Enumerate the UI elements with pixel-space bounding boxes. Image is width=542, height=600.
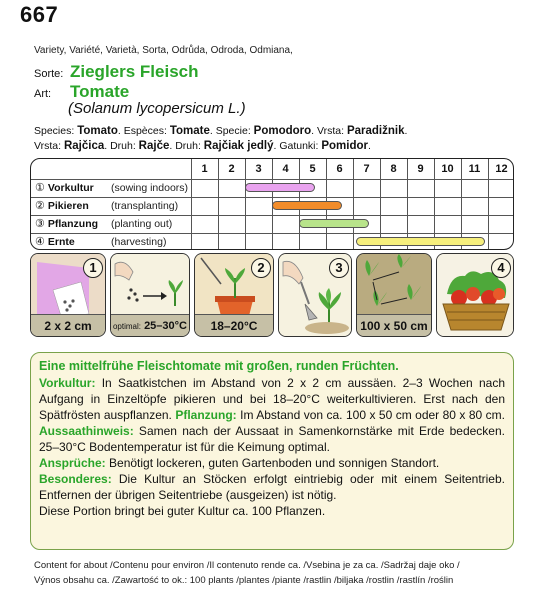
description-paragraph-3: Besonderes: Die Kultur an Stöcken erfolgt eintriebig oder mit einem Seitentrieb. Entfernen der übrigen Seitentriebe (ausgeizen) ist nötig. [39,472,505,502]
step-marker: ③ [35,218,45,230]
description-box [30,352,514,550]
calendar-row-label [35,233,167,250]
calendar-row-label [35,215,173,233]
month-label: 1 [201,163,208,175]
variety-name: Zieglers Fleisch [70,62,199,81]
calendar-row [31,197,514,215]
species-line-1: Species: Tomato. Espèces: Tomate. Specie: Pomodoro. Vrsta: Paradižnik. [34,125,408,137]
step-number-2: 2 [251,258,271,278]
plant-spacing-icon [357,254,432,316]
month-label: 10 [441,163,454,175]
sorte-row [34,62,199,84]
calendar-row [31,215,514,233]
activity-translation: (harvesting) [111,236,167,248]
step-number-1: 1 [83,258,103,278]
calendar-bar [272,201,342,210]
picto-germination [110,253,190,337]
picto-caption-plant-spacing: 100 x 50 cm [357,314,431,336]
calendar-bar [356,237,486,246]
product-code: 667 [20,2,59,27]
germination-icon [111,254,190,316]
calendar-row [31,179,514,197]
month-label: 11 [468,163,481,175]
picto-pricking [194,253,274,337]
month-label: 9 [417,163,424,175]
picto-caption-spacing: 2 x 2 cm [31,314,105,336]
picto-planting [278,253,352,337]
picto-harvest [436,253,514,337]
month-label: 3 [255,163,262,175]
step-number-3: 3 [329,258,349,278]
month-label: 12 [495,163,508,175]
variety-line: Variety, Variété, Varietà, Sorta, Odrůda, Odroda, Odmiana, [34,45,293,56]
art-label: Art: [34,88,52,100]
calendar-row-label [35,197,179,215]
description-paragraph-1: Vorkultur: In Saatkistchen im Abstand von 2 x 2 cm aussäen. 2–3 Wochen nach Aufgang in Einzeltöpfe pikieren und bei 18–20°C weiterkultivieren. Erst nach den Spätfrösten auspflanzen. Pflanzung: Im Abstand von ca. 100 x 50 cm oder 80 x 80 cm. Aussaathinweis: Samen nach der Aussaat in Samenkornstärke mit Erde bedecken. 25–30°C Bodentemperatur ist für die Keimung optimal. [39,376,505,454]
description-paragraph-2: Ansprüche: Benötigt lockeren, guten Gartenboden und sonnigen Standort. [39,456,440,470]
content-info [34,558,514,588]
species-name: Tomate [70,82,130,101]
calendar-row-label [35,179,189,197]
pictogram-strip [30,253,514,337]
month-label: 6 [336,163,343,175]
content-info-line-1: Content for about /Contenu pour environ /Il contenuto rende ca. /Vsebina je za ca. /Sadržaj daje oko / [34,560,460,571]
activity-name: Ernte [47,236,75,248]
species-translations [34,124,514,154]
step-marker: ① [35,182,45,194]
month-label: 2 [228,163,235,175]
calendar-row [31,233,514,250]
step-marker: ④ [35,236,45,248]
month-label: 5 [309,163,316,175]
month-label: 7 [363,163,370,175]
growing-calendar [30,158,514,250]
latin-name: (Solanum lycopersicum L.) [68,100,246,117]
picto-sowing [30,253,106,337]
content-info-line-2: Výnos obsahu ca. /Zawartość to ok.: 100 plants /plantes /piante /rastlin /biljaka /rostlin /rastlín /roślin [34,575,454,586]
month-label: 8 [390,163,397,175]
step-number-4: 4 [491,258,511,278]
calendar-bar [299,219,369,228]
activity-name: Vorkultur [47,182,94,194]
art-row [34,82,129,102]
month-label: 4 [282,163,289,175]
activity-translation: (transplanting) [111,200,179,212]
description-paragraph-4: Diese Portion bringt bei guter Kultur ca. 100 Pflanzen. [39,504,326,518]
step-marker: ② [35,200,45,212]
calendar-bar [245,183,315,192]
description-headline: Eine mittelfrühe Fleischtomate mit großen, runden Früchten. [39,359,399,373]
species-line-2: Vrsta: Rajčica. Druh: Rajče. Druh: Rajčiak jedlý. Gatunki: Pomidor. [34,140,371,152]
picto-spacing [356,253,432,337]
activity-name: Pflanzung [47,218,99,230]
activity-translation: (sowing indoors) [111,182,189,194]
activity-translation: (planting out) [111,218,173,230]
activity-name: Pikieren [47,200,89,212]
sorte-label: Sorte: [34,68,64,80]
picto-caption-temp-germ: optimal: 25–30°C [111,314,189,336]
picto-caption-temp-grow: 18–20°C [195,314,273,336]
